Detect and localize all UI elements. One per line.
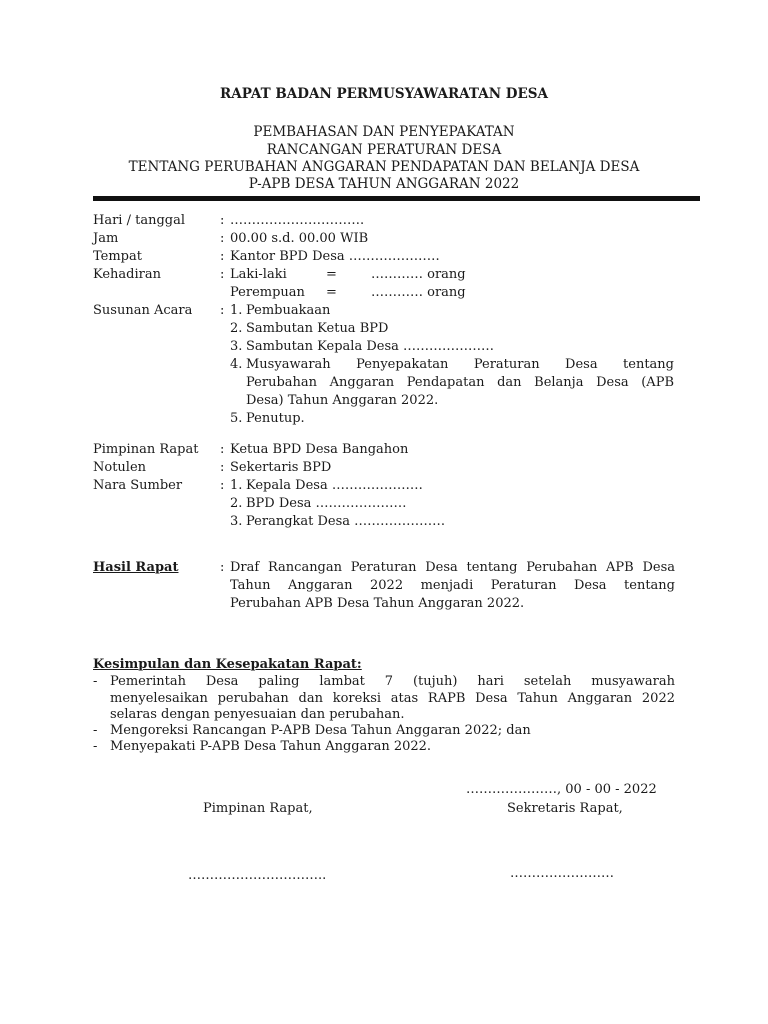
- acara-row-1: [93, 302, 683, 320]
- kesimpulan-heading-row: [93, 656, 683, 674]
- hasil-text: Perubahan APB Desa Tahun Anggaran 2022.: [230, 596, 525, 611]
- equals-sign: =: [326, 285, 337, 300]
- colon: :: [220, 560, 225, 575]
- acara-num: 4.: [230, 357, 243, 372]
- acara-row-4: [93, 356, 683, 374]
- narasumber-item: Perangkat Desa …………………: [246, 514, 446, 529]
- laki-label: Laki-laki: [230, 267, 287, 282]
- acara-item-text: Desa) Tahun Anggaran 2022.: [246, 393, 439, 408]
- laki-count: ………… orang: [371, 267, 466, 282]
- acara-num: 3.: [230, 339, 243, 354]
- narasumber-row-2: [93, 495, 683, 513]
- pimpinan-row: [93, 441, 683, 459]
- narasumber-row-3: [93, 513, 683, 531]
- bullet-text: Mengoreksi Rancangan P-APB Desa Tahun Anggaran 2022; dan: [110, 723, 531, 738]
- subtitle-line-3: TENTANG PERUBAHAN ANGGARAN PENDAPATAN DAN BELANJA DESA: [128, 159, 640, 175]
- acara-num: 5.: [230, 411, 243, 426]
- colon: :: [220, 213, 225, 228]
- document-title: RAPAT BADAN PERMUSYAWARATAN DESA: [220, 86, 548, 102]
- subtitle-line-4: P-APB DESA TAHUN ANGGARAN 2022: [248, 176, 520, 192]
- bullet-text: Menyepakati P-APB Desa Tahun Anggaran 2022.: [110, 739, 432, 754]
- pimpinan-value: Ketua BPD Desa Bangahon: [230, 442, 409, 457]
- notulen-row: [93, 459, 683, 477]
- bullet-text: selaras dengan penyesuaian dan perubahan.: [110, 707, 405, 722]
- colon: :: [220, 249, 225, 264]
- subtitle-line-1: PEMBAHASAN DAN PENYEPAKATAN: [253, 124, 515, 140]
- narasumber-num: 1.: [230, 478, 243, 493]
- acara-item-text: Sambutan Ketua BPD: [246, 321, 389, 336]
- hari-value: ………………………….: [230, 213, 365, 228]
- acara-row-4c: [93, 392, 683, 410]
- narasumber-item: Kepala Desa …………………: [246, 478, 423, 493]
- hari-label: Hari / tanggal: [93, 213, 186, 228]
- bullet-dash: -: [93, 739, 98, 754]
- bullet-text: menyelesaikan perubahan dan koreksi atas RAPB Desa Tahun Anggaran 2022: [110, 691, 675, 706]
- perempuan-label: Perempuan: [230, 285, 305, 300]
- hasil-text: Draf Rancangan Peraturan Desa tentang Perubahan APB Desa: [230, 560, 675, 575]
- perempuan-row: [93, 284, 683, 302]
- colon: :: [220, 442, 225, 457]
- acara-item-text: Perubahan Anggaran Pendapatan dan Belanja Desa (APB: [246, 375, 674, 390]
- hasil-row-2: [93, 577, 683, 595]
- tempat-value: Kantor BPD Desa …………………: [230, 249, 440, 264]
- notulen-value: Sekertaris BPD: [230, 460, 332, 475]
- acara-row-4b: [93, 374, 683, 392]
- colon: :: [220, 231, 225, 246]
- hari-row: [93, 212, 683, 230]
- colon: :: [220, 460, 225, 475]
- bullet-text: Pemerintah Desa paling lambat 7 (tujuh) hari setelah musyawarah: [110, 674, 675, 689]
- jam-row: [93, 230, 683, 248]
- hasil-row-1: [93, 559, 683, 577]
- pimpinan-label: Pimpinan Rapat: [93, 442, 199, 457]
- acara-num: 1.: [230, 303, 243, 318]
- acara-row-3: [93, 338, 683, 356]
- tempat-row: [93, 248, 683, 266]
- sekretaris-signature-line: ……………………: [510, 866, 614, 881]
- colon: :: [220, 478, 225, 493]
- acara-item-text: Penutup.: [246, 411, 305, 426]
- acara-row-2: [93, 320, 683, 338]
- kesimpulan-heading: Kesimpulan dan Kesepakatan Rapat:: [93, 657, 362, 672]
- acara-row-5: [93, 410, 683, 428]
- kesimpulan-bullet-3: [0, 738, 768, 756]
- bullet-dash: -: [93, 674, 98, 689]
- signature-date: …………………, 00 - 00 - 2022: [466, 782, 657, 797]
- subtitle-line-2: RANCANGAN PERATURAN DESA: [266, 142, 502, 158]
- kehadiran-label: Kehadiran: [93, 267, 161, 282]
- header-divider: [93, 196, 700, 201]
- colon: :: [220, 267, 225, 282]
- hasil-row-3: [93, 595, 683, 613]
- pimpinan-rapat-title: Pimpinan Rapat,: [203, 801, 313, 816]
- narasumber-item: BPD Desa …………………: [246, 496, 407, 511]
- jam-value: 00.00 s.d. 00.00 WIB: [230, 231, 369, 246]
- pimpinan-signature-line: …………………………..: [188, 868, 327, 883]
- kehadiran-row: [93, 266, 683, 284]
- acara-item-text: Sambutan Kepala Desa …………………: [246, 339, 494, 354]
- hasil-text: Tahun Anggaran 2022 menjadi Peraturan Desa tentang: [230, 578, 675, 593]
- narasumber-label: Nara Sumber: [93, 478, 183, 493]
- acara-item-text: Musyawarah Penyepakatan Peraturan Desa tentang: [246, 357, 674, 372]
- sekretaris-rapat-title: Sekretaris Rapat,: [507, 801, 623, 816]
- tempat-label: Tempat: [93, 249, 142, 264]
- colon: :: [220, 303, 225, 318]
- bullet-dash: -: [93, 723, 98, 738]
- equals-sign: =: [326, 267, 337, 282]
- hasil-label: Hasil Rapat: [93, 560, 179, 575]
- kesimpulan-bullet-1: [0, 673, 768, 691]
- narasumber-num: 2.: [230, 496, 243, 511]
- acara-label: Susunan Acara: [93, 303, 193, 318]
- acara-num: 2.: [230, 321, 243, 336]
- narasumber-row-1: [93, 477, 683, 495]
- acara-item-text: Pembuakaan: [246, 303, 331, 318]
- perempuan-count: ………… orang: [371, 285, 466, 300]
- notulen-label: Notulen: [93, 460, 147, 475]
- jam-label: Jam: [93, 231, 119, 246]
- narasumber-num: 3.: [230, 514, 243, 529]
